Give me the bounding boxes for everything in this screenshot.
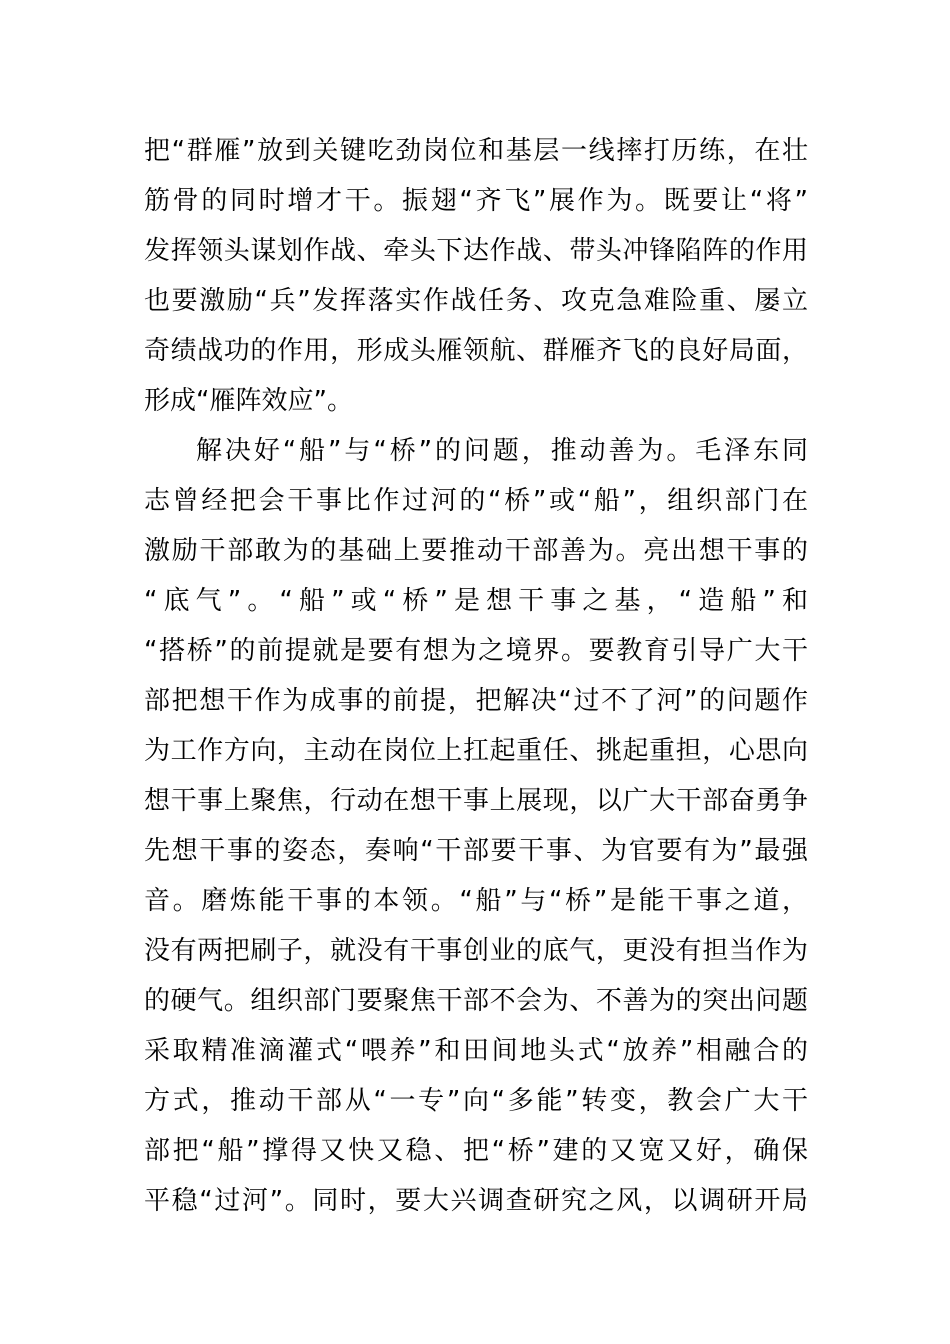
text-line: 没有两把刷子，就没有干事创业的底气，更没有担当作为 (144, 936, 808, 966)
text-line: 想干事上聚焦，行动在想干事上展现，以广大干部奋勇争 (144, 786, 808, 816)
text-line: 平稳“过河”。同时，要大兴调查研究之风，以调研开局 (144, 1186, 808, 1216)
text-line: 发挥领头谋划作战、牵头下达作战、带头冲锋陷阵的作用 (144, 236, 808, 266)
text-line: 方式，推动干部从“一专”向“多能”转变，教会广大干 (144, 1086, 808, 1116)
paragraph-first-line: 解决好“船”与“桥”的问题，推动善为。毛泽东同 (196, 436, 808, 466)
text-line: 奇绩战功的作用，形成头雁领航、群雁齐飞的良好局面， (144, 336, 808, 366)
text-line: 先想干事的姿态，奏响“干部要干事、为官要有为”最强 (144, 836, 808, 866)
text-line: 音。磨炼能干事的本领。“船”与“桥”是能干事之道， (144, 886, 808, 916)
text-line: 形成“雁阵效应”。 (144, 386, 353, 416)
text-line: 部把“船”撑得又快又稳、把“桥”建的又宽又好，确保 (144, 1136, 808, 1166)
text-line: 部把想干作为成事的前提，把解决“过不了河”的问题作 (144, 686, 808, 716)
body-text (144, 126, 808, 1226)
text-line: 激励干部敢为的基础上要推动干部善为。亮出想干事的 (144, 536, 808, 566)
text-line: 志曾经把会干事比作过河的“桥”或“船”，组织部门在 (144, 486, 808, 516)
text-line: 为工作方向，主动在岗位上扛起重任、挑起重担，心思向 (144, 736, 808, 766)
text-line: 把“群雁”放到关键吃劲岗位和基层一线摔打历练，在壮 (144, 136, 808, 166)
text-line: “搭桥”的前提就是要有想为之境界。要教育引导广大干 (144, 636, 808, 666)
text-line: 也要激励“兵”发挥落实作战任务、攻克急难险重、屡立 (144, 286, 808, 316)
text-line: “底气”。“船”或“桥”是想干事之基，“造船”和 (144, 586, 808, 616)
text-line: 采取精准滴灌式“喂养”和田间地头式“放养”相融合的 (144, 1036, 808, 1066)
text-line: 筋骨的同时增才干。振翅“齐飞”展作为。既要让“将” (144, 186, 808, 216)
text-line: 的硬气。组织部门要聚焦干部不会为、不善为的突出问题 (144, 986, 808, 1016)
